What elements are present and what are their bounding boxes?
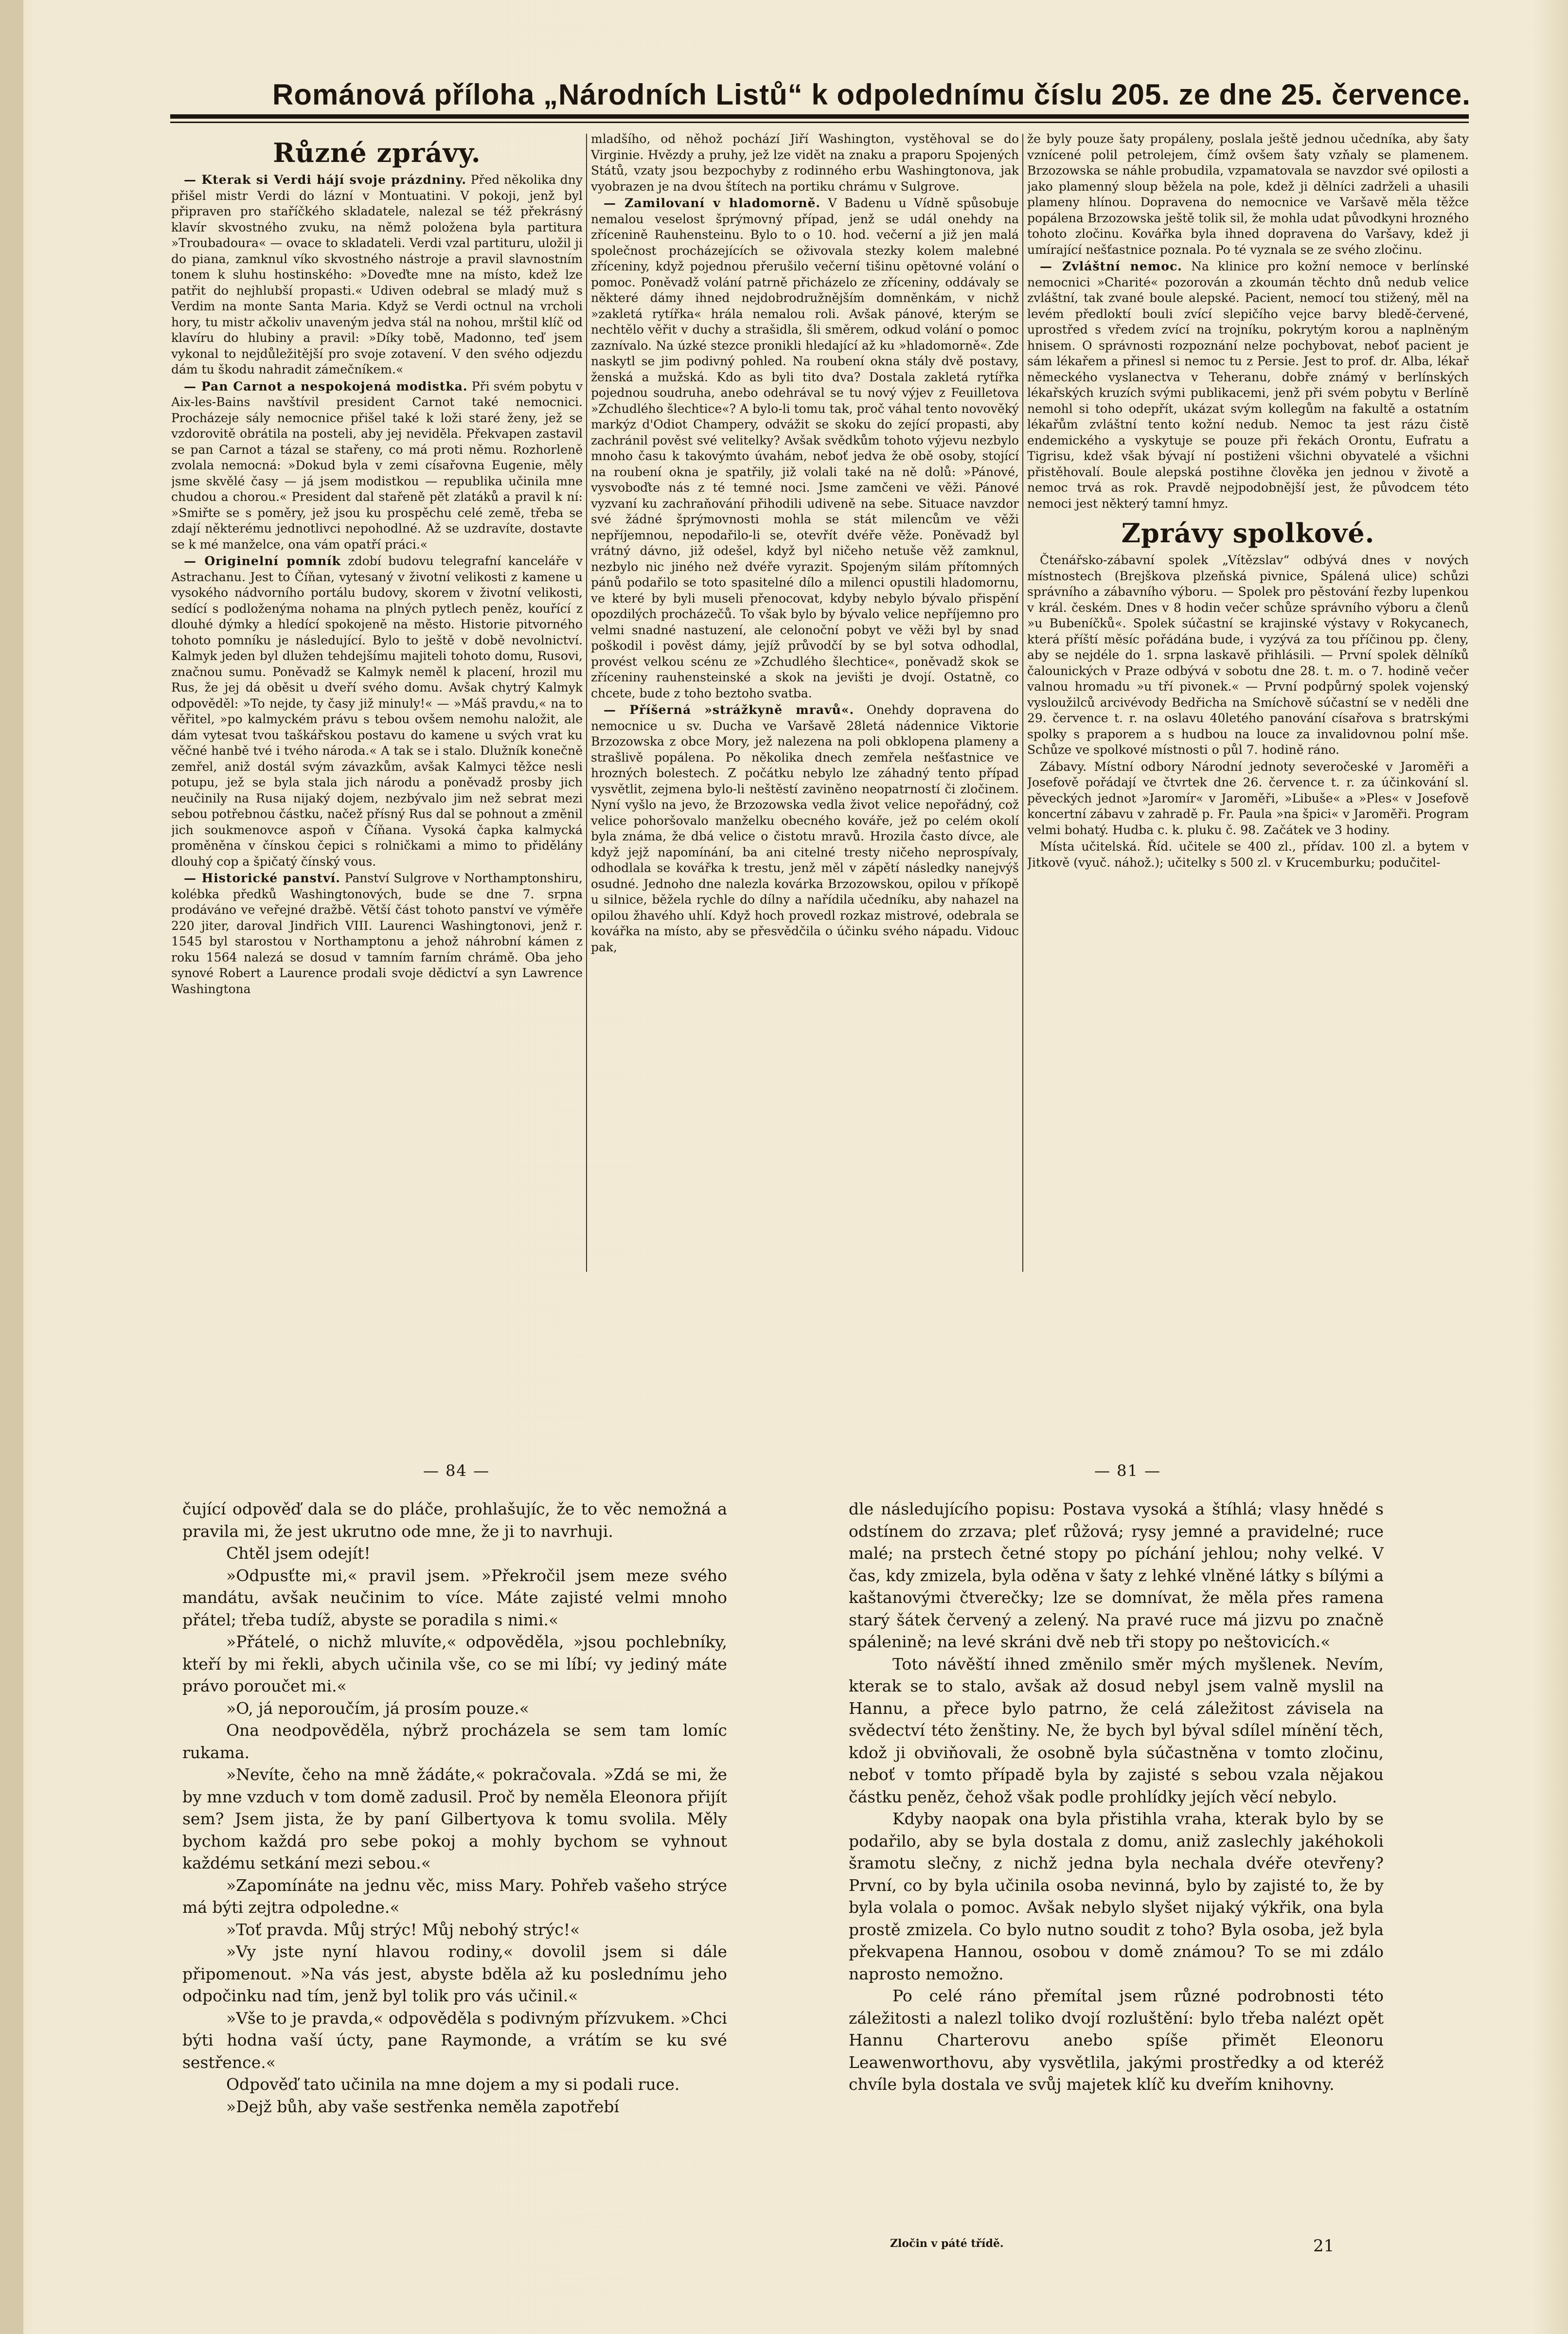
news-item [1027,839,1469,871]
news-list [1027,131,1469,512]
news-item-text: Zábavy. Místní odbory Národní jednoty severočeské v Jaroměři a Josefově pořádají ve čtvrtek dne 26. července t. r. za účinkování sl. pěveckých jednot »Jaromír« v Jaroměři, »Libuše« a »Ples« v Josefově koncertní zábavu v zahradě p. Fr. Paula »na špici« v Jaroměři. Program velmi bohatý. Hudba c. k. pluku č. 98. Začátek ve 3 hodiny. [1027,759,1469,837]
masthead: Románová příloha „Národních Listů“ k odpolednímu číslu 205. ze dne 25. července. [272,78,1471,111]
paragraph: »Vy jste nyní hlavou rodiny,« dovolil jsem si dále připomenout. »Na vás jest, abyste bděla až ku poslednímu jeho odpočinku nad tím, jenž byl tolik pro vás učinil.« [182,1942,727,2005]
news-item [171,871,583,997]
section-heading: Různé zprávy. [273,137,481,168]
paragraph: Chtěl jsem odejít! [226,1544,371,1563]
sheet-number: 21 [1313,2236,1335,2256]
paragraph: Kdyby naopak ona byla přistihla vraha, kterak bylo by se podařilo, aby se byla dostala z domu, aniž zaslechly jakéhokoli šramotu slečny, z nichž jedna byla nechala dvéře otevřeny? První, co by byla učinila osoba nevinná, bylo by zajisté to, že by byla volala o pomoc. Avšak nebylo slyšet nijaký výkřik, ona byla prostě zmizela. Co bylo nutno soudit z toho? Byla osoba, jež byla překvapena Hannou, osobou v domě známou? To se mi zdálo naprosto nemožno. [849,1809,1384,1983]
news-item-text: Čtenářsko-zábavní spolek „Vítězslav“ odbývá dnes v nových místnostech (Brejškova plzeňská pivnice, Spálená ulice) schůzi správního a zábavního výboru. — Spolek pro pěstování řezby lupenkou v král. českém. Dnes v 8 hodin večer schůze správního výboru a členů »u Bubeníčků«. Spolek súčastní se krajinské výstavy v Rokycanech, která příští měsíc pořádána bude, i vyzývá za tou příčinou pp. členy, aby se nejdéle do 1. srpna laskavě přihlásili. — První spolek dělníků čalounických v Praze odbývá v sobotu dne 28. t. m. o 7. hodině večer valnou hromadu »u tří pivonek.« — První podpůrný spolek vojenský vysloužilců arcivévody Bedřicha na Smíchově súčastní se v neděli dne 29. července t. r. na oslavu 40letého panování císařova s bratrskými spolky s praporem a s hudbou na louce za invalidovnou polní mše. Schůze ve spolkové místnosti o půl 7. hodině ráno. [1027,553,1469,757]
news-item-title: — Kterak si Verdi hájí svoje prázdniny. [184,173,467,187]
news-list [1027,552,1469,871]
news-item-title: — Pan Carnot a nespokojená modistka. [184,379,468,393]
column-divider [586,134,587,1272]
paragraph: »Odpusťte mi,« pravil jsem. »Překročil jsem meze svého mandátu, avšak neučinim to více. Máte zajisté velmi mnoho přátel; třeba tudíž, abyste se poradila s nimi.« [182,1566,727,1629]
news-item-text: zdobí budovu telegrafní kanceláře v Astrachanu. Jest to Číňan, vytesaný v životní velikosti z kamene u vysokého nádvorního portálu budovy, skorem v životní velikosti, sedící s podloženýma nohama na plných pytlech peněz, kouřící z dlouhé dýmky a hledící spokojeně na město. Historie pitvorného tohoto pomníku je následující. Bylo to ještě v době nevolnictví. Kalmyk jeden byl dlužen tehdejšímu majiteli tohoto domu, Rusovi, značnou sumu. Poněvadž se Kalmyk neměl k placení, hrozil mu Rus, že jej dá oběsit u dveří svého domu. Avšak chytrý Kalmyk odpověděl: »To nejde, ty časy již minuly!« — »Máš pravdu,« na to věřitel, »po kalmyckém právu s tebou ovšem nemohu naložit, ale dám vytesat tvou taškářskou postavu do kamene u svých vrat ku věčné hanbě tvé i tvého národa.« A tak se i stalo. Dlužník konečně zemřel, aniž dostál svým závazkům, avšak Kalmyci těžce nesli potupu, jež se byla stala jich národu a poněvadž prosby jich neučinily na Rusa nijaký dojem, nezbývalo jim než sebrat mezi sebou potřebnou částku, načež přísný Rus dal se pohnout a změnil jich soukmenovce aspoň v Číňana. Vysoká čapka kalmycká proměněna v čínskou čepici s rolničkami a mimo to přidělány dlouhý cop a špičatý čínský vous. [171,554,583,869]
news-item [591,196,1019,701]
column-2 [591,131,1019,1279]
paragraph: »Vše to je pravda,« odpověděla s podivným přízvukem. »Chci býti hodna vaší úcty, pane Raymonde, a vrátím se ku své sestřence.« [182,2008,727,2072]
masthead-rule-thin [170,122,1469,123]
page-gutter [0,0,23,2334]
paragraph: »Přátelé, o nichž mluvíte,« odpověděla, »jsou pochlebníky, kteří by mi řekli, abych učinila vše, co se mi líbí; vy jediný máte právo poroučet mi.« [182,1632,727,1695]
signature-note: Zločin v páté třídě. [890,2237,1004,2250]
news-item-title: — Originelní pomník [184,554,341,568]
novel-left-page [182,1498,727,2118]
news-item [171,172,583,378]
news-list [171,172,583,997]
paragraph: Ona neodpověděla, nýbrž procházela se sem tam lomíc rukama. [182,1721,727,1762]
paragraph: Po celé ráno přemítal jsem různé podrobnosti této záležitosti a nalezl toliko dvojí rozluštění: bylo třeba nalézt opět Hannu Charterovu anebo spíše přimět Eleonoru Leawenworthovu, aby vysvětlila, jakými prostředky a od kteréž chvíle byla dostala ve svůj majetek klíč ku dveřím knihovny. [849,1986,1384,2094]
news-list [591,131,1019,955]
news-item-text: mladšího, od něhož pochází Jiří Washington, vystěhoval se do Virginie. Hvězdy a pruhy, jež lze vidět na znaku a praporu Spojených Států, vzaty jsou bezpochyby z rodinného erbu Washingtonova, jak vyobrazen je na dvou štítech na portiku chrámu v Sulgrove. [591,132,1019,194]
column-1 [171,131,583,1279]
news-item-text: Při svém pobytu v Aix-les-Bains navštívil president Carnot také nemocnici. Procházeje sály nemocnice přišel také k loži staré ženy, jež se vzdorovitě obrátila na posteli, aby jej neviděla. Překvapen zastavil se pan Carnot a tázal se stařeny, co má proti němu. Rozhorleně zvolala nemocná: »Dokud byla v zemi císařovna Eugenie, měly jsme skvělé časy — já jsem modistkou — republika učinila mne chudou a chorou.« President dal stařeně pět zlatáků a pravil k ní: »Smiřte se s poměry, jež jsou ku prospěchu celé země, třeba se zdají některému jednotlivci nepohodlné. Až se uzdravíte, dostavte se k mé manželce, ona vám opatří práci.« [171,379,583,552]
paragraph: »O, já neporoučím, já prosím pouze.« [226,1698,529,1718]
news-item [171,379,583,553]
section-heading: Zprávy spolkové. [1121,517,1375,549]
news-item-text: V Badenu u Vídně spůsobuje nemalou veselost šprýmovný případ, jenž se udál onehdy na zřícenině Rauhensteinu. Bylo to o 10. hod. večerní a již jen malá společnost procházejících se oživovala stezky kolem malebné zříceniny, když pojednou přerušilo večerní tišinu opětovné volání o pomoc. Poněvadž volání patrně přicházelo ze zříceniny, oddávaly se některé dámy ihned nejdobrodružnějším domněnkám, v nichž »zakletá rytířka« hrála nemalou roli. Avšak pánové, kterým se nechtělo věřit v duchy a strašidla, šli směrem, odkud volání o pomoc zaznívalo. Na úzké stezce pronikli hledající až ku »hladomorně«. Zde naskytl se jim podivný pohled. Na roubení okna stály dvě postavy, ženská a mužská. Kdo as byli tito dva? Dostala zakletá rytířka pojednou soudruha, anebo odehrával se tu nový výjev z Feuilletova »Zchudlého šlechtice«? A bylo-li tomu tak, proč váhal tento novověký markýz d'Odiot Champery, odvážit se skoku do zející propasti, aby zachránil pověst své velitelky? Avšak svědkům tohoto výjevu nezbylo mnoho času k takovýmto úvahám, neboť jedva že obě osoby, stojící na roubení okna je spatřily, již volali také na ně dolů: »Pánové, vysvoboďte nás z té temné noci. Jsme zamčeni ve věži. Pánové vyzvaní ku zachraňování přihodili udiveně na sebe. Situace navzdor své žádné šprýmovnosti mohla se stát milencům ve věži nepříjemnou, nepodařilo-li se, otevřít dvéře věže. Poněvadž byl vrátný dávno, již odešel, když byl ničeho netuše věž zamknul, nezbylo nic jiného než dvéře vyrazit. Spojeným silám přítomných pánů podařilo se toto spasitelné dílo a milenci opustili hladomornu, ve které by byli museli přenocovat, kdyby nebylo bývalo přispění opozdilých procházečů. To však bylo by bývalo velice nepříjemno pro velmi snadné nastuzení, ale celonoční pobyt ve věži byl by snad poškodil i pověst dámy, jejíž průvodčí by se byl sotva odhodlal, provést velkou scénu ze »Zchudlého šlechtice«, poněvadž skok se zříceniny rauhensteinské a skok na jevišti je dvojí. Ostatně, co chcete, bude z toho beztoho svatba. [591,196,1019,700]
news-item-title: — Zamilovaní v hladomorně. [604,196,821,210]
page-number-left: — 84 — [423,1461,490,1480]
news-item-text: Před několika dny přišel mistr Verdi do lázní v Montuatini. V pokoji, jenž byl připraven pro staříčkého skladatele, nalezal se též překrásný klavír skvostného zvuku, na němž položena byla partitura »Troubadoura« — ovace to skladateli. Verdi vzal partituru, uložil ji do piana, zamknul víko skvostného nástroje a pravil slavnostním tonem k sluhu hostinského: »Doveďte mne na místo, kdež lze patřit do nejhlubší propasti.« Udiven odebral se mladý muž s Verdim na monte Santa Maria. Když se Verdi octnul na vrcholi hory, tu mistr ačkoliv unaveným jedva stál na nohou, mrštil klíč od klavíru do hlubiny a pravil: »Díky tobě, Madonno, teď jsem vykonal to nejdůležitější pro svoje zotavení. V den svého odjezdu dám tu škodu nahradit zámečníkem.« [171,173,583,376]
news-item-title: — Historické panství. [184,871,340,885]
masthead-rule [170,114,1469,119]
paragraph: Toto návěští ihned změnilo směr mých myšlenek. Nevím, kterak se to stalo, avšak až dosud nebyl jsem valně myslil na Hannu, a přece bylo patrno, že celá záležitost závisela na svědectví této ženštiny. Ne, že bych byl býval sdílel mínění těch, kdož ji obviňovali, že osobně byla súčastněna v tomto zločinu, neboť v tomto případě byla by zajisté s sebou vzala nějakou částku peněz, čehož však podle prohlídky jejích věcí nebylo. [849,1654,1384,1806]
news-item [1027,259,1469,512]
news-item [591,131,1019,195]
paragraph: dle následujícího popisu: Postava vysoká a štíhlá; vlasy hnědé s odstínem do zrzava; pleť růžová; rysy jemné a pravidelné; ruce malé; na prstech četné stopy po píchání jehlou; nohy velké. V čas, kdy zmizela, byla oděna v šaty z lehké vlněné látky s bílými a kaštanovými čtverečky; lze se domnívat, že měla přes ramena starý šátek červený a zelený. Na pravé ruce má jizvu po značně spálenině; na levé skráni dvě neb tři stopy po neštovicích.« [849,1499,1384,1651]
column-3 [1027,131,1469,1279]
page-number-right: — 81 — [1094,1461,1161,1480]
news-item-title: — Příšerná »strážkyně mravů«. [604,703,855,717]
paragraph: »Zapomínáte na jednu věc, miss Mary. Pohřeb vašeho strýce má býti zejtra odpoledne.« [182,1875,727,1917]
paragraph: čující odpověď dala se do pláče, prohlašujíc, že to věc nemožná a pravila mi, že jest ukrutno ode mne, že ji to navrhuji. [182,1499,727,1541]
paragraph: »Nevíte, čeho na mně žádáte,« pokračovala. »Zdá se mi, že by mne vzduch v tom domě zadusil. Proč by neměla Eleonora přijít sem? Jsem jista, že by paní Gilbertyova k tomu svolila. Měly bychom každá pro sebe pokoj a mohly bychom se vyhnout každému setkání mezi sebou.« [182,1765,727,1872]
news-item [1027,759,1469,838]
column-divider [1022,134,1023,1272]
news-item [591,702,1019,955]
news-item-text: že byly pouze šaty propáleny, poslala ještě jednou učedníka, aby šaty vznícené polil petrolejem, čímž ovšem šaty vzňaly se plamenem. Brzozowska se náhle probudila, vzpamatovala se navzdor své opilosti a jako plamenný sloup běžela na pole, kdež ji dělníci zadrželi a uhasili plameny hlínou. Dopravena do nemocnice ve Varšavě měla těžce popálena Brzozowska ještě tolik sil, že mohla udat původkyni hrozného tohoto zločinu. Kovářka byla ihned dopravena do Varšavy, kdež ji umírající nešťastnice poznala. Po té vyznala se ze svého zločinu. [1027,132,1469,257]
paragraph: Odpověď tato učinila na mne dojem a my si podali ruce. [226,2075,680,2094]
news-item-text: Panství Sulgrove v Northamptonshiru, kolébka předků Washingtonových, bude se dne 7. srpna prodáváno ve veřejné dražbě. Větší část tohoto panství ve výměře 220 jiter, daroval Jindřich VIII. Laurenci Washingtonovi, jenž r. 1545 byl starostou v Northamptonu a jehož náhrobní kámen z roku 1564 nalezá se dosud v tamním farním chrámě. Oba jeho synové Robert a Laurence prodali svoje dědictví a syn Lawrence Washingtona [171,871,583,996]
paragraph: »Toť pravda. Můj strýc! Můj nebohý strýc!« [226,1920,580,1939]
news-item [171,553,583,870]
news-item-text: Místa učitelská. Říd. učitele se 400 zl., přídav. 100 zl. a bytem v Jitkově (vyuč. náhož.); učitelky s 500 zl. v Krucemburku; podučitel- [1027,839,1469,870]
novel-right-page [849,1498,1384,2096]
paragraph: »Dejž bůh, aby vaše sestřenka neměla zapotřebí [226,2097,620,2116]
news-item-text: Onehdy dopravena do nemocnice u sv. Ducha ve Varšavě 28letá nádennice Viktorie Brzozowska z obce Mory, jež nalezena na poli obklopena plameny a strašlivě popálena. Po několika dnech zemřela nešťastnice ve hrozných bolestech. Z počátku nebylo lze záhadný tento případ vysvětlit, zejmena bylo-li neštěstí zaviněno neopatrností či zločinem. Nyní vyšlo na jevo, že Brzozowska vedla život velice nepořádný, což velice pohoršovalo manželku obecného kováře, jež po celém okolí byla známa, že dbá velice o čistotu mravů. Hrozila často dívce, ale když jejž napomínání, ba ani citelné tresty ničeho neprospívaly, odhodlala se kovářka k trestu, jenž měl v zápětí následky nanejvýš osudné. Jednoho dne nalezla kovárka Brzozowskou, opilou v příkopě u silnice, běžela rychle do dílny a nařídila učedníku, aby nahazel na opilou žhavého uhlí. Když hoch provedl rozkaz mistrové, odebrala se kovářka na místo, aby se přesvědčila o účinku svého nápadu. Vidouc pak, [591,703,1019,954]
news-item [1027,131,1469,258]
news-item-title: — Zvláštní nemoc. [1040,259,1182,273]
news-item [1027,552,1469,758]
news-item-text: Na klinice pro kožní nemoce v berlínské nemocnici »Charité« pozorován a zkoumán těchto dnů nedub velice zvláštní, tak zvané boule alepské. Pacient, nemocí tou stižený, měl na levém předloktí bouli zvící slepičího vejce barvy bledě-červené, uprostřed s vředem zvící na trojníku, pokrytým korou a naplněným hnisem. O správnosti rozpoznání nelze pochybovat, neboť pacient je sám lékařem a přinesl si nemoc tu z Persie. Jest to prof. dr. Alba, lékař německého vyslanectva v Teheranu, dobře známý v berlínských lékařských kruzích svými publikacemi, jenž při svém pobytu v Berlíně nemohl si toho odepřít, ukázat svým kollegům na fakultě a ostatním lékařům zvláštní tento kožní nedub. Nemoc ta jest rázu čistě endemického a vyskytuje se pouze při řekách Orontu, Eufratu a Tigrisu, kdež však bývají ní postiženi všichni obyvatelé a všichni přistěhovalí. Boule alepská postihne člověka jen jednou v životě a nemoc trvá as rok. Pravdě nejpodobnější jest, že původcem této nemoci jest některý tamní hmyz. [1027,259,1469,511]
